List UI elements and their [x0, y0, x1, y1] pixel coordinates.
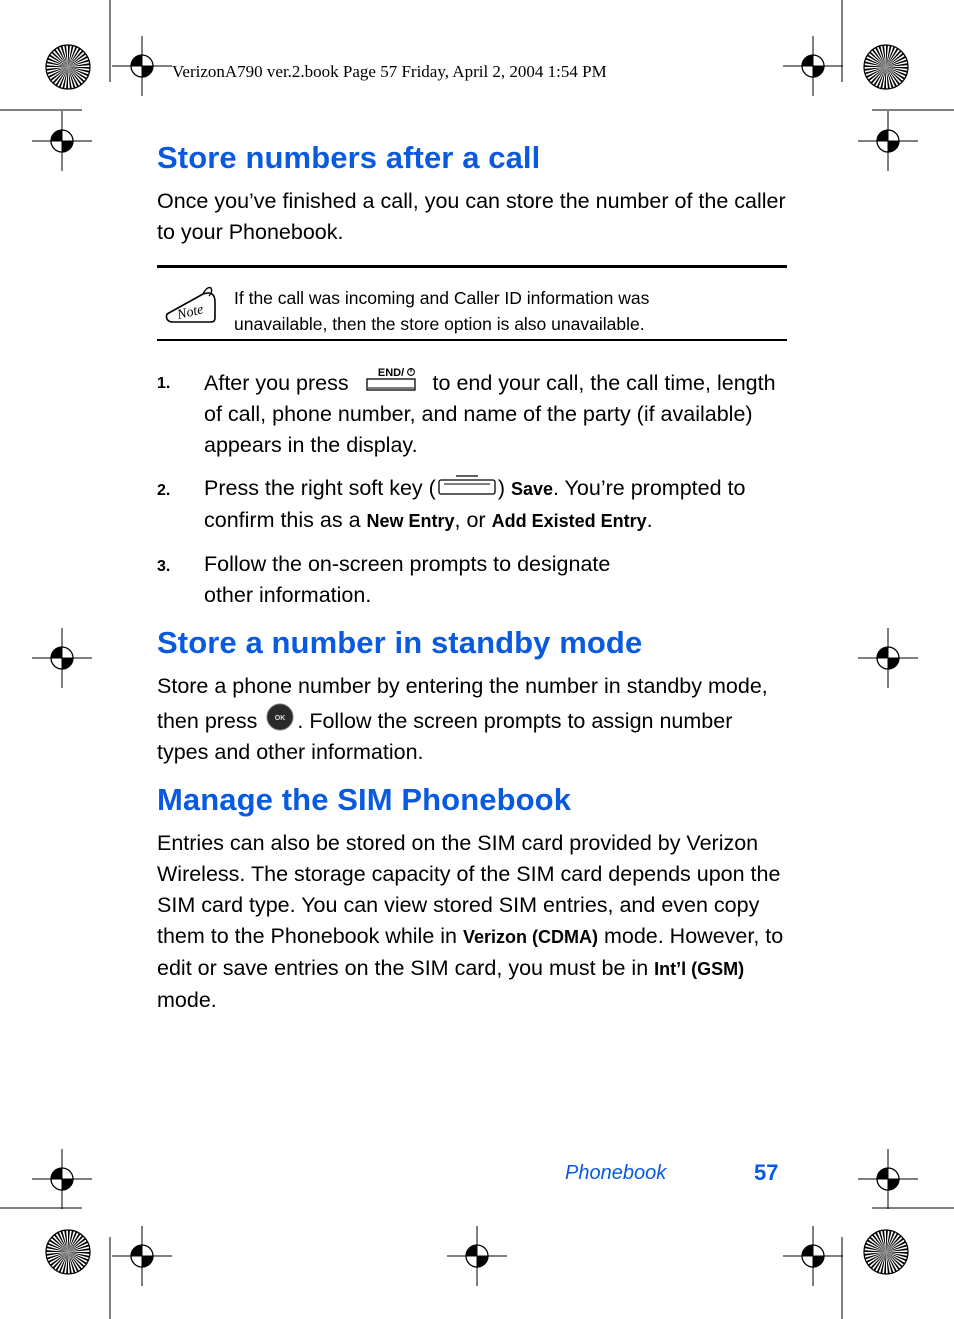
steps-list: [157, 366, 787, 611]
registration-mark: [783, 36, 843, 96]
registration-mark: [112, 36, 172, 96]
ok-key-icon: [263, 702, 297, 732]
section-heading-store-after-call: Store numbers after a call: [157, 140, 541, 175]
starburst-mark: [864, 45, 908, 89]
page-content: [157, 140, 787, 1016]
registration-mark: [112, 1226, 172, 1286]
registration-mark: [447, 1226, 507, 1286]
sim-paragraph: Entries can also be stored on the SIM card provided by Verizon Wireless. The storage capacity of the SIM card depends upon the SIM card type. You can view stored SIM entries, and even copy them to the Phonebook while in Verizon (CDMA) mode. However, to edit or save entries on the SIM card, you must be in Int’l (GSM) mode.: [157, 831, 784, 1012]
standby-paragraph: Store a phone number by entering the number in standby mode, then press OK . Follow the screen prompts to assign number types and other information.: [157, 674, 768, 764]
book-slug-header: VerizonA790 ver.2.book Page 57 Friday, April 2, 2004 1:54 PM: [172, 62, 607, 81]
section-intro: Once you’ve finished a call, you can store the number of the caller to your Phonebook.: [157, 189, 786, 244]
list-item: 2. Press the right soft key ( ) Save. You’re prompted to confirm this as a New Entry, or Add Existed Entry.: [157, 473, 787, 537]
section-heading-standby: Store a number in standby mode: [157, 625, 643, 660]
end-key-icon: [355, 366, 427, 394]
list-item: 3. Follow the on-screen prompts to designate other information.: [157, 552, 611, 607]
page-number: 57: [754, 1160, 779, 1185]
registration-mark: [858, 1149, 918, 1209]
registration-mark: [32, 628, 92, 688]
registration-mark: [783, 1226, 843, 1286]
svg-text:OK: OK: [275, 715, 286, 722]
note-icon: [163, 284, 219, 326]
section-heading-sim-phonebook: Manage the SIM Phonebook: [157, 782, 572, 817]
footer-section-name: Phonebook: [565, 1162, 667, 1184]
registration-mark: [32, 1149, 92, 1209]
registration-mark: [858, 111, 918, 171]
registration-mark: [858, 628, 918, 688]
registration-mark: [32, 111, 92, 171]
starburst-mark: [46, 45, 90, 89]
list-item: 1. After you press END/ to end your call, the call time, length of call, phone number, and name of the party (if available) appears in the display.: [157, 367, 776, 457]
starburst-mark: [46, 1230, 90, 1274]
svg-text:END/: END/: [377, 367, 404, 379]
starburst-mark: [864, 1230, 908, 1274]
right-soft-key-icon: [436, 473, 498, 499]
note-icon-text: Note: [175, 302, 206, 324]
note-text: If the call was incoming and Caller ID information was unavailable, then the store option is also unavailable.: [234, 288, 650, 334]
note-box: [157, 265, 787, 341]
